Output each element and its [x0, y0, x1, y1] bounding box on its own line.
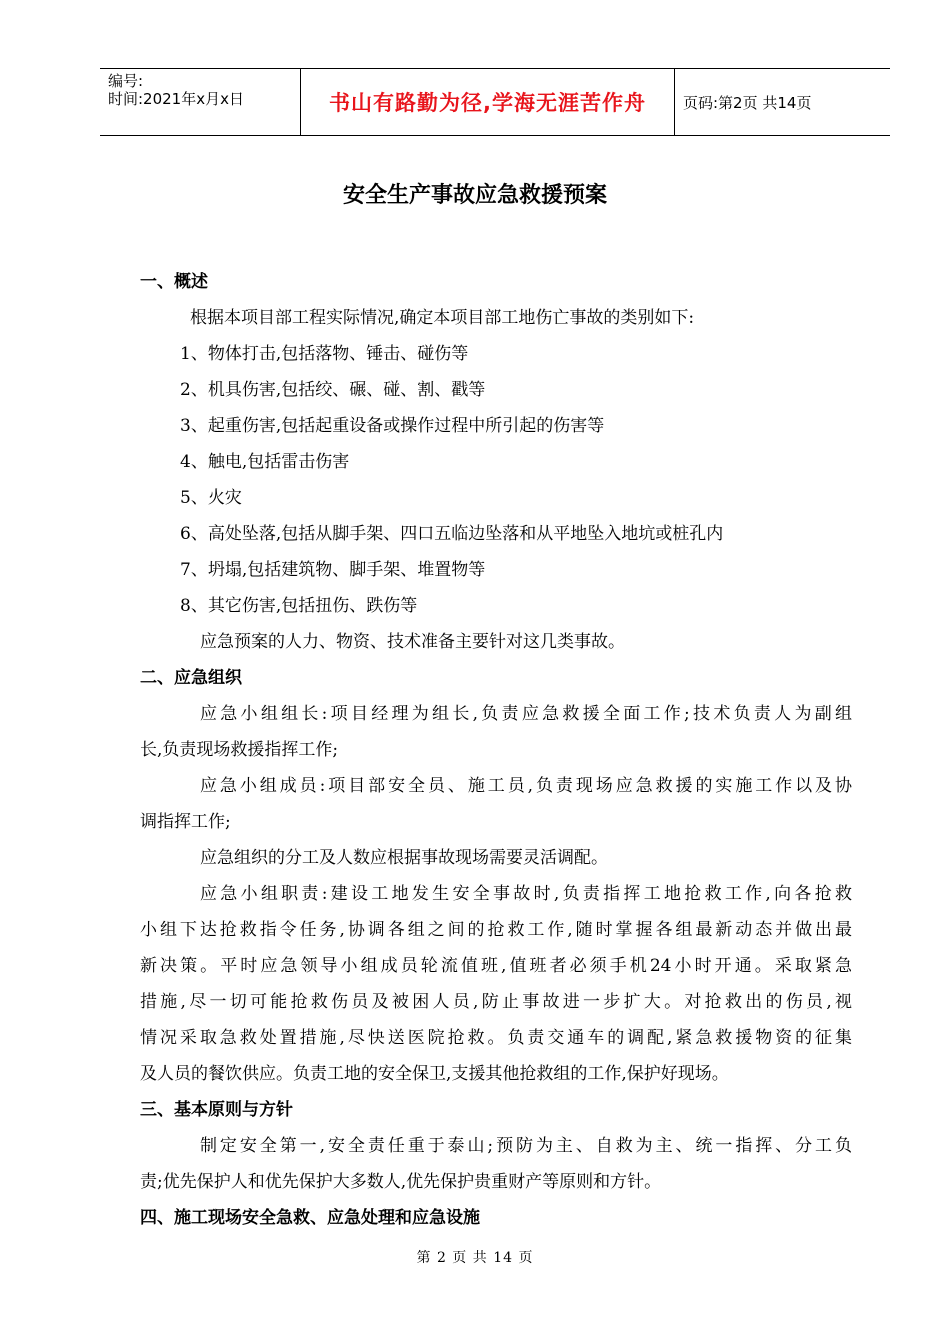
paragraph-line: 根据本项目部工程实际情况,确定本项目部工地伤亡事故的类别如下:	[190, 308, 695, 328]
header-table	[100, 68, 890, 136]
document-title: 安全生产事故应急救援预案	[342, 183, 607, 208]
paragraph-line: 情况采取急救处置措施,尽快送医院抢救。负责交通车的调配,紧急救援物资的征集	[140, 1028, 852, 1048]
section-heading-2: 二、应急组织	[140, 668, 242, 688]
list-item: 4、触电,包括雷击伤害	[180, 452, 350, 472]
number-label: 编号:	[108, 72, 144, 90]
list-item: 8、其它伤害,包括扭伤、跌伤等	[180, 596, 418, 616]
header-page-label: 页码:第2页 共14页	[683, 93, 812, 112]
paragraph-line: 新决策。平时应急领导小组成员轮流值班,值班者必须手机24小时开通。采取紧急	[140, 956, 852, 976]
header-meta	[100, 69, 301, 135]
paragraph-line: 措施,尽一切可能抢救伤员及被困人员,防止事故进一步扩大。对抢救出的伤员,视	[140, 992, 852, 1012]
section-heading-1: 一、概述	[140, 272, 208, 292]
paragraph-line: 应急小组职责:建设工地发生安全事故时,负责指挥工地抢救工作,向各抢救	[200, 884, 852, 904]
list-item: 1、物体打击,包括落物、锤击、碰伤等	[180, 344, 469, 364]
paragraph-line: 应急组织的分工及人数应根据事故现场需要灵活调配。	[200, 848, 608, 868]
paragraph-line: 应急小组组长:项目经理为组长,负责应急救援全面工作;技术负责人为副组	[200, 704, 852, 724]
list-item: 3、起重伤害,包括起重设备或操作过程中所引起的伤害等	[180, 416, 605, 436]
paragraph-line: 应急小组成员:项目部安全员、施工员,负责现场应急救援的实施工作以及协	[200, 776, 852, 796]
list-item: 7、坍塌,包括建筑物、脚手架、堆置物等	[180, 560, 486, 580]
document-body	[140, 264, 852, 1236]
section-heading-3: 三、基本原则与方针	[140, 1100, 293, 1120]
page-footer: 第 2 页 共 14 页	[416, 1250, 534, 1266]
list-item: 6、高处坠落,包括从脚手架、四口五临边坠落和从平地坠入地坑或桩孔内	[180, 524, 724, 544]
paragraph-line: 应急预案的人力、物资、技术准备主要针对这几类事故。	[200, 632, 625, 652]
list-item: 5、火灾	[180, 488, 242, 508]
paragraph-line: 责;优先保护人和优先保护大多数人,优先保护贵重财产等原则和方针。	[140, 1172, 662, 1192]
list-item: 2、机具伤害,包括绞、碾、碰、割、戳等	[180, 380, 486, 400]
paragraph-line: 及人员的餐饮供应。负责工地的安全保卫,支援其他抢救组的工作,保护好现场。	[140, 1064, 729, 1084]
paragraph-line: 制定安全第一,安全责任重于泰山;预防为主、自救为主、统一指挥、分工负	[200, 1136, 852, 1156]
header-motto: 书山有路勤为径,学海无涯苦作舟	[301, 69, 675, 135]
time-label: 时间:2021年x月x日	[108, 90, 244, 108]
paragraph-line: 长,负责现场救援指挥工作;	[140, 740, 339, 760]
section-heading-4: 四、施工现场安全急救、应急处理和应急设施	[140, 1208, 480, 1228]
paragraph-line: 小组下达抢救指令任务,协调各组之间的抢救工作,随时掌握各组最新动态并做出最	[140, 920, 852, 940]
paragraph-line: 调指挥工作;	[140, 812, 231, 832]
